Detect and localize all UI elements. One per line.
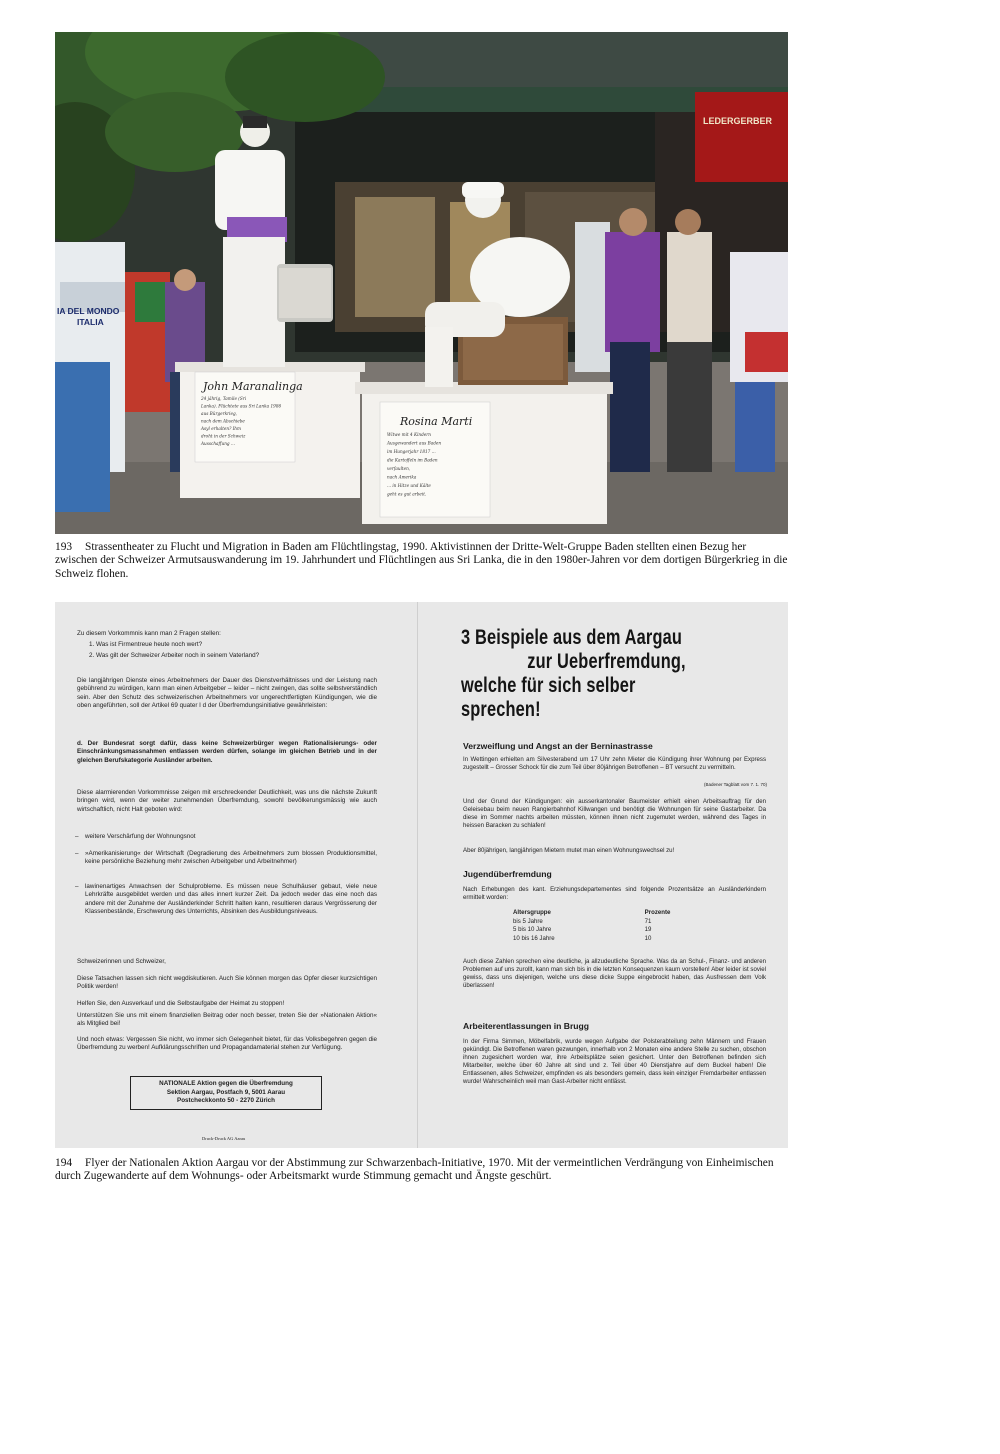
flyer-address-box	[130, 1076, 322, 1110]
table-cell: 71	[644, 917, 652, 925]
flyer-intro: Zu diesem Vorkommnis kann man 2 Fragen stellen:	[77, 630, 221, 637]
headline-line: 3 Beispiele aus dem Aargau	[461, 626, 683, 649]
section-heading-jugendueberfremdung: Jugendüberfremdung	[463, 869, 552, 879]
caption-194	[55, 1157, 788, 1184]
flyer-headline	[461, 626, 711, 722]
flyer-right-page	[418, 602, 788, 1148]
section-1-source: (Badener Tagblatt vom 7. 1. 70)	[704, 782, 767, 787]
sign-right-title: Rosina Marti	[400, 415, 473, 428]
sign-line: Asyl erhalten? Ihm	[201, 426, 241, 431]
flyer-scan	[55, 602, 788, 1148]
address-line: Sektion Aargau, Postfach 9, 5001 Aarau	[166, 1088, 286, 1096]
sign-line: Witwe mit 4 Kindern	[387, 432, 431, 437]
table-header-row	[513, 909, 670, 918]
sign-line: droht in der Schweiz	[201, 433, 246, 439]
shop-sign-text: LEDERGERBER	[703, 116, 773, 126]
table-cell: 10	[644, 934, 652, 942]
shirt-print-1: IA DEL MONDO	[57, 306, 120, 316]
table-header: Prozente	[644, 909, 671, 916]
address-line: Postcheckkonto 50 - 2270 Zürich	[177, 1097, 275, 1104]
sign-line: geht es gut arbeit.	[387, 491, 427, 497]
flyer-paragraph-5: Unterstützen Sie uns mit einem finanziellen Beitrag oder noch besser, treten Sie der »Nationalen Aktion« als Mitglied bei!	[77, 1012, 377, 1028]
flyer-article-d: d. Der Bundesrat sorgt dafür, dass keine Schweizerbürger wegen Rationalisierungs- oder Einschränkungsmassnahmen entlassen werden dürfen, solange im gleichen Betrieb und in der gleichen Berufskategorie Ausländer arbeiten.	[77, 740, 377, 764]
section-heading-brugg: Arbeiterentlassungen in Brugg	[463, 1021, 590, 1031]
headline-line: welche für sich selber sprechen!	[461, 674, 636, 721]
section-1-reason: Und der Grund der Kündigungen: ein ausserkantonaler Baumeister erhielt einen Arbeitsauftrag für den Geleisebau beim neuen Rangierbahnhof Killwangen und benötigt die Wohnungen für seine Gastarbeiter. Da diese im Sommer nachts arbeiten müssten, können ihnen nicht zugemutet werden, während des Tages in heissen Baracken zu schlafen!	[463, 798, 766, 830]
flyer-bullet: – lawinenartiges Anwachsen der Schulprobleme. Es müssen neue Schulhäuser gebaut, viele neue Lehrkräfte ausgebildet werden und das alles innert kurzer Zeit. Da jedoch weder das eine noch das andere mit der Zunahme der Ausländerkinder Schritt halten kann, resultieren daraus Vergrösserung der Klassenbestände, Erschwerung des Unterrichts, Absinken des Ausbildungsniveaus.	[71, 883, 377, 916]
table-row	[513, 926, 670, 935]
caption-193	[55, 541, 788, 581]
sign-line: nach dem Abschiebe	[201, 418, 245, 424]
caption-number: 194	[55, 1157, 73, 1169]
printer-credit: Druck-Druck AG Aarau	[202, 1136, 246, 1141]
flyer-paragraph-6: Und noch etwas: Vergessen Sie nicht, wo immer sich Gelegenheit bietet, für das Volksbegehren gegen die Überfremdung zu werben! Aufklärungsschriften und Propagandamaterial stehen zur Verfügung.	[77, 1036, 377, 1052]
table-cell: bis 5 Jahre	[513, 917, 543, 925]
flyer-paragraph-3: Diese Tatsachen lassen sich nicht wegdiskutieren. Auch Sie können morgen das Opfer dieser kurzsichtigen Politik werden!	[77, 975, 377, 991]
table-cell: 19	[644, 926, 652, 933]
section-1-conclusion: Aber 80jährigen, langjährigen Mietern mutet man einen Wohnungswechsel zu!	[463, 847, 675, 854]
flyer-bullet: – »Amerikanisierung« der Wirtschaft (Degradierung des Arbeitnehmers zum blossen Produktionsmittel, keine persönliche Beziehung mehr zwischen Arbeitgeber und Arbeitnehmer)	[71, 850, 377, 867]
sign-line: Lanka). Flüchtete aus Sri Lanka 1986	[201, 403, 282, 409]
sign-line: Ausschaffung ...	[201, 441, 235, 446]
sign-line: die Kartoffeln im Baden	[387, 457, 438, 463]
section-heading-berninastrasse: Verzweiflung und Angst an der Berninastrasse	[463, 741, 653, 751]
table-cell: 10 bis 16 Jahre	[513, 934, 555, 942]
shirt-print-2: ITALIA	[77, 317, 104, 327]
percentages-table	[513, 909, 670, 943]
caption-text: Flyer der Nationalen Aktion Aargau vor der Abstimmung zur Schwarzenbach-Initiative, 1970. Mit der vermeintlichen Verdrängung von Einheimischen durch Zugewanderte auf dem Wohnungs- oder Arbeitsmarkt wurde Stimmung gemacht und Ängste geschürt.	[55, 1157, 774, 1183]
sign-line: verfaulten,	[387, 466, 411, 471]
sign-line: ... in Hitze und Kälte	[387, 483, 431, 488]
table-row	[513, 935, 670, 944]
table-header: Altersgruppe	[513, 909, 551, 916]
headline-line: zur Ueberfremdung,	[527, 650, 686, 673]
flyer-bullet: – weitere Verschärfung der Wohnungsnot	[71, 833, 377, 841]
table-row	[513, 918, 670, 927]
caption-text: Strassentheater zu Flucht und Migration in Baden am Flüchtlingstag, 1990. Aktivistinnen der Dritte-Welt-Gruppe Baden stellten einen Bezug her zwischen der Schweizer Armutsauswanderung im 19. Jahrhundert und Flüchtlingen aus Sri Lanka, die in den 1980er-Jahren vor dem dortigen Bürgerkrieg in die Schweiz flohen.	[55, 541, 788, 580]
flyer-paragraph-4: Helfen Sie, den Ausverkauf und die Selbstaufgabe der Heimat zu stoppen!	[77, 1000, 285, 1007]
flyer-question-1: 1. Was ist Firmentreue heute noch wert?	[89, 641, 203, 648]
section-2-commentary: Auch diese Zahlen sprechen eine deutliche, ja allzudeutliche Sprache. Was da an Schul-, Finanz- und anderen Problemen auf uns zurollt, kann man sich bis in die letzten Konsequenzen kaum vorstellen! Aber leider ist soviel gewiss, dass uns diejenigen, welche uns diese dicke Suppe eingebrockt haben, das Ausfressen dem Volk überlassen!	[463, 958, 766, 990]
caption-number: 193	[55, 541, 73, 553]
address-line: NATIONALE Aktion gegen die Überfremdung	[159, 1080, 293, 1087]
street-theatre-photo	[55, 32, 788, 534]
table-cell: 5 bis 10 Jahre	[513, 926, 552, 933]
sign-line: im Hungerjahr 1817 ...	[387, 449, 436, 454]
sign-line: 24 jährig, Tamile (Sri	[201, 396, 247, 401]
sign-line: Ausgewandert aus Baden	[387, 440, 442, 446]
section-2-text: Nach Erhebungen des kant. Erziehungsdepartementes sind folgende Prozentsätze an Ausländerkindern ermittelt worden:	[463, 886, 766, 902]
section-3-text: In der Firma Simmen, Möbelfabrik, wurde wegen Aufgabe der Polsterabteilung zehn Männern und Frauen gekündigt. Die Betroffenen waren gezwungen, innerhalb von 2 Monaten eine andere Stelle zu suchen, obschon ihnen zugesichert worden war, ihre Arbeitsplätze seien gesichert. Unter den Betroffenen befinden sich Mitarbeiter, welche über 60 Jahre alt sind und z. Teil über 40 Dienstjahre auf dem Buckel haben! Die Entlassenen, alles Schweizer, empfinden es als besonders gemein, dass kein einziger Fremdarbeiter entlassen wurde! Wahrscheinlich weil man Gast-Arbeiter nicht entlässt.	[463, 1038, 766, 1086]
flyer-paragraph-1: Die langjährigen Dienste eines Arbeitnehmers der Dauer des Dienstverhältnisses und der Leistung nach gebührend zu würdigen, kann man einen Arbeitgeber – leider – nicht zwingen, das sollte selbstverständlich sein. Aber den Schutz des schweizerischen Arbeitnehmers vor ungerechtfertigten Kündigungen, wie die oben angeführten, soll der Artikel 69 quater I d der Überfremdungsinitiative gewährleisten:	[77, 677, 377, 709]
sign-line: aus Bürgerkrieg,	[201, 411, 237, 416]
sign-line: nach Amerika	[387, 474, 417, 480]
flyer-paragraph-2: Diese alarmierenden Vorkommnisse zeigen mit erschreckender Deutlichkeit, was uns die nächste Zukunft bringen wird, wenn der weiter zunehmenden Überfremdung, sowohl bevölkerungsmässig wie auch wirtschaftlich, nicht Halt geboten wird:	[77, 789, 377, 813]
flyer-salutation: Schweizerinnen und Schweizer,	[77, 958, 166, 965]
section-1-text: In Wettingen erhielten am Silvesterabend um 17 Uhr zehn Mieter die Kündigung ihrer Wohnung per Express zugestellt – Grosser Schock für die zum Teil über 80jährigen Betroffenen – BT versucht zu vermitteln.	[463, 756, 766, 772]
sign-left-title: John Maranalinga	[203, 380, 303, 393]
flyer-left-page	[55, 602, 418, 1148]
flyer-question-2: 2. Was gilt der Schweizer Arbeiter noch in seinem Vaterland?	[89, 652, 260, 659]
